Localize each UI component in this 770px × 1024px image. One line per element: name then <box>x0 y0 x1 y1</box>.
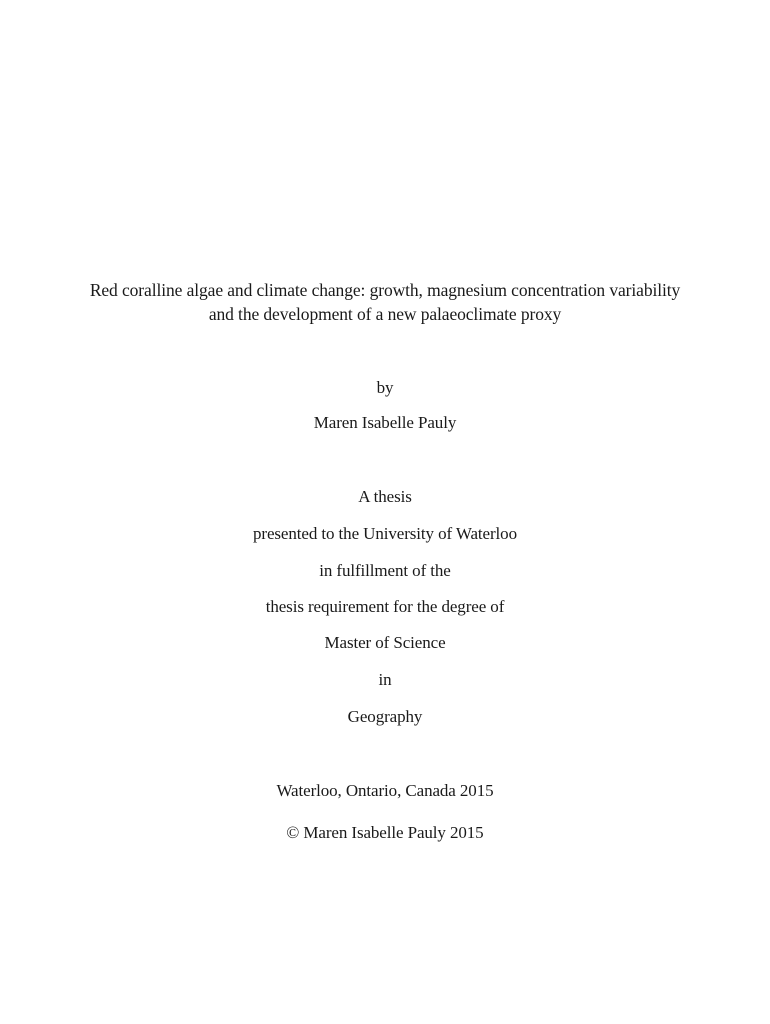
author-name: Maren Isabelle Pauly <box>313 413 457 432</box>
presented-to: presented to the University of Waterloo <box>253 524 517 543</box>
field-of-study: Geography <box>347 707 423 726</box>
location-year: Waterloo, Ontario, Canada 2015 <box>276 781 494 800</box>
in-label: in <box>378 670 392 689</box>
copyright-notice: © Maren Isabelle Pauly 2015 <box>286 823 484 842</box>
fulfillment-text: in fulfillment of the <box>319 561 451 580</box>
degree-name: Master of Science <box>324 633 446 652</box>
requirement-text: thesis requirement for the degree of <box>265 597 505 616</box>
by-label: by <box>376 378 394 397</box>
thesis-label: A thesis <box>358 487 412 506</box>
thesis-title-line-1: Red coralline algae and climate change: growth, magnesium concentration variability <box>89 280 681 300</box>
thesis-title-line-2: and the development of a new palaeoclimate proxy <box>208 304 562 324</box>
